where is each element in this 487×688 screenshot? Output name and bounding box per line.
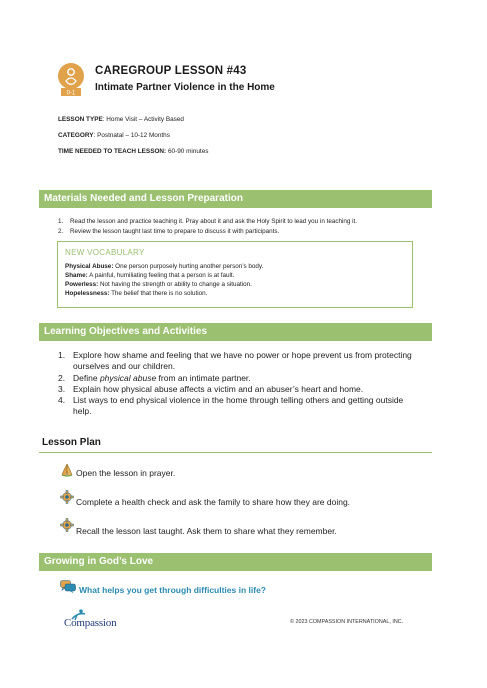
category-label: CATEGORY <box>58 132 94 139</box>
growing-heading: Growing in God’s Love <box>39 553 432 571</box>
lesson-step-text: Open the lesson in prayer. <box>76 468 176 478</box>
list-item: 1. Read the lesson and practice teaching it. Pray about it and ask the Holy Spirit to lead you in teaching it. <box>58 218 358 225</box>
list-item: 2. Review the lesson taught last time to prepare to discuss it with participants. <box>58 227 280 235</box>
vocabulary-term: Hopelessness: The belief that there is no solution. <box>65 290 208 297</box>
lesson-subtitle: Intimate Partner Violence in the Home <box>95 82 275 93</box>
vocabulary-term: Physical Abuse: One person purposely hurting another person’s body. <box>65 263 264 270</box>
vocabulary-title: NEW VOCABULARY <box>65 248 145 257</box>
materials-heading: Materials Needed and Lesson Preparation <box>39 190 432 208</box>
time-line <box>58 148 208 155</box>
list-item: 2. Define physical abuse from an intimate partner. <box>58 372 251 383</box>
objectives-heading: Learning Objectives and Activities <box>39 323 432 341</box>
lesson-plan-heading: Lesson Plan <box>39 435 432 453</box>
vocabulary-box <box>57 241 413 308</box>
vocabulary-term: Powerless: Not having the strength or ability to change a situation. <box>65 281 252 288</box>
list-item: 3. Explain how physical abuse affects a victim and an abuser’s heart and home. <box>58 383 364 394</box>
lesson-step-text: Complete a health check and ask the family to share how they are doing. <box>76 497 351 507</box>
chat-bubbles-icon <box>60 580 76 594</box>
list-item: 1. Explore how shame and feeling that we have no power or hope prevent us from protecting ourselves and our children. <box>58 350 412 372</box>
lesson-type-label: LESSON TYPE <box>58 116 103 123</box>
vocabulary-term: Shame: A painful, humiliating feeling that a person is at fault. <box>65 272 235 279</box>
reflection-question: What helps you get through difficulties in life? <box>79 585 266 595</box>
badge-label: 0-1 <box>66 90 76 96</box>
time-label: TIME NEEDED TO TEACH LESSON: <box>58 148 167 155</box>
lesson-type-value: : Home Visit – Activity Based <box>102 116 184 123</box>
lesson-step-text: Recall the lesson last taught. Ask them to share what they remember. <box>76 526 337 536</box>
category-value: : Postnatal – 10-12 Months <box>93 132 170 139</box>
praying-hands-icon <box>60 463 74 477</box>
lesson-type-line <box>58 116 184 123</box>
logo-text: Compassion <box>64 617 117 629</box>
category-line <box>58 132 170 139</box>
objectives-list <box>58 350 418 418</box>
compassion-logo <box>58 609 128 631</box>
gear-icon <box>60 518 74 532</box>
lesson-title: CAREGROUP LESSON #43 <box>95 65 247 77</box>
list-item: 4. List ways to end physical violence in the home through telling others and getting outside help. <box>58 395 404 417</box>
age-badge-icon <box>57 62 85 96</box>
materials-list <box>58 217 428 236</box>
time-value: 60-90 minutes <box>166 148 209 155</box>
gear-icon <box>60 490 74 504</box>
copyright: © 2023 COMPASSION INTERNATIONAL, INC. <box>290 619 404 625</box>
